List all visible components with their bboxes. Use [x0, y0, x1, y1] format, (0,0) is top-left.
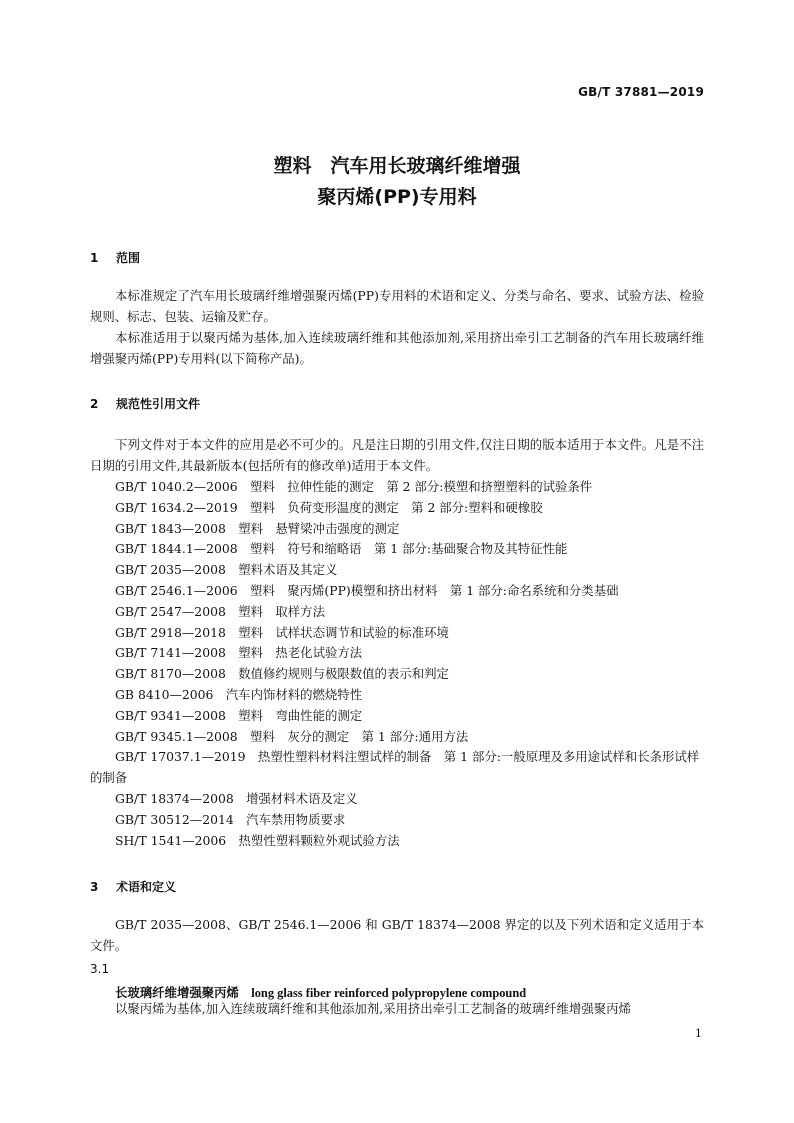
reference-item: GB/T 8170—2008 数值修约规则与极限数值的表示和判定	[115, 666, 449, 682]
reference-item: GB/T 2035—2008 塑料术语及其定义	[115, 562, 338, 578]
reference-item: GB/T 7141—2008 塑料 热老化试验方法	[115, 645, 363, 661]
section-1-heading	[90, 249, 140, 266]
reference-item: GB/T 2547—2008 塑料 取样方法	[115, 603, 325, 619]
reference-item: SH/T 1541—2006 热塑性塑料颗粒外观试验方法	[115, 832, 400, 848]
section-number: 1	[90, 251, 99, 265]
reference-item: GB/T 1040.2—2006 塑料 拉伸性能的测定 第 2 部分:模塑和挤塑塑料的试验条件	[115, 479, 593, 494]
reference-item: GB/T 18374—2008 增强材料术语及定义	[115, 790, 358, 806]
section-2-heading	[90, 395, 200, 412]
section-title: 范围	[116, 251, 141, 265]
references-intro: 下列文件对于本文件的应用是必不可少的。凡是注日期的引用文件,仅注日期的版本适用于本文件。凡是不注日期的引用文件,其最新版本(包括所有的修改单)适用于本文件。	[90, 437, 704, 473]
section-title: 规范性引用文件	[116, 397, 201, 411]
page-number: 1	[695, 1027, 702, 1040]
reference-item: GB/T 9345.1—2008 塑料 灰分的测定 第 1 部分:通用方法	[115, 728, 469, 744]
reference-item: GB/T 30512—2014 汽车禁用物质要求	[115, 811, 346, 827]
document-title-line-1: 塑料 汽车用长玻璃纤维增强	[273, 155, 521, 177]
reference-list	[90, 477, 704, 851]
scope-paragraph-2: 本标准适用于以聚丙烯为基体,加入连续玻璃纤维和其他添加剂,采用挤出牵引工艺制备的汽车用长玻璃纤维增强聚丙烯(PP)专用料(以下简称产品)。	[90, 330, 704, 366]
reference-item: GB/T 17037.1—2019 热塑性塑料材料注塑试样的制备 第 1 部分:一般原理及多用途试样和长条形试样的制备	[90, 749, 700, 786]
term-chinese: 长玻璃纤维增强聚丙烯	[115, 985, 239, 1000]
reference-item: GB/T 9341—2008 塑料 弯曲性能的测定	[115, 707, 363, 723]
terms-intro: GB/T 2035—2008、GB/T 2546.1—2006 和 GB/T 18374—2008 界定的以及下列术语和定义适用于本文件。	[90, 917, 704, 953]
reference-item: GB/T 1634.2—2019 塑料 负荷变形温度的测定 第 2 部分:塑料和硬橡胶	[115, 499, 543, 515]
reference-item: GB/T 1843—2008 塑料 悬臂梁冲击强度的测定	[115, 520, 400, 536]
term-number: 3.1	[90, 962, 110, 976]
section-3-heading	[90, 878, 176, 895]
section-title: 术语和定义	[116, 880, 177, 894]
term-definition: 以聚丙烯为基体,加入连续玻璃纤维和其他添加剂,采用挤出牵引工艺制备的玻璃纤维增强聚丙烯	[115, 1001, 631, 1016]
scope-paragraph-1: 本标准规定了汽车用长玻璃纤维增强聚丙烯(PP)专用料的术语和定义、分类与命名、要求、试验方法、检验规则、标志、包装、运输及贮存。	[90, 288, 704, 324]
standard-number: GB/T 37881—2019	[578, 85, 704, 99]
reference-item: GB 8410—2006 汽车内饰材料的燃烧特性	[115, 686, 363, 702]
section-number: 2	[90, 397, 99, 411]
reference-item: GB/T 1844.1—2008 塑料 符号和缩略语 第 1 部分:基础聚合物及其特征性能	[115, 541, 568, 557]
term-english: long glass fiber reinforced polypropylene compound	[251, 986, 527, 1000]
section-number: 3	[90, 880, 99, 894]
reference-item: GB/T 2546.1—2006 塑料 聚丙烯(PP)模塑和挤出材料 第 1 部分:命名系统和分类基础	[115, 582, 619, 598]
document-title-line-2: 聚丙烯(PP)专用料	[317, 186, 477, 208]
reference-item: GB/T 2918—2018 塑料 试样状态调节和试验的标准环境	[115, 624, 449, 640]
